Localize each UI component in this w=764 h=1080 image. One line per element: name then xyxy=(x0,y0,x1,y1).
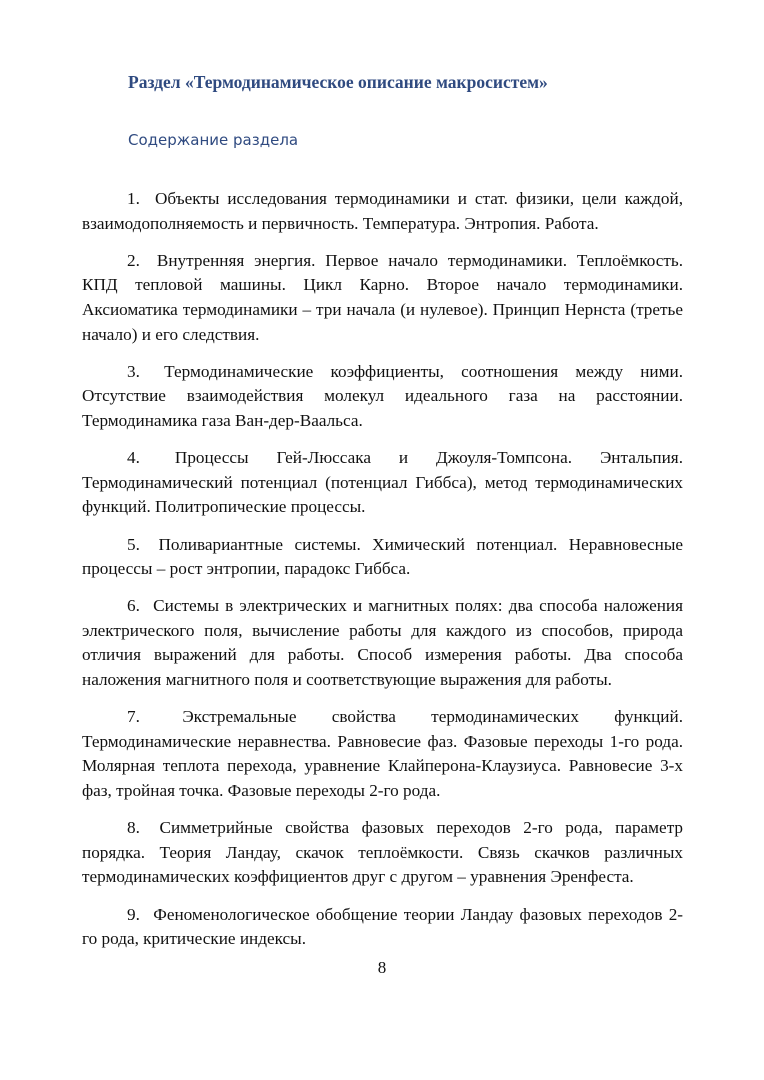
item-text: Феноменологическое обобщение теории Ландау фазовых переходов 2-го рода, критические индексы. xyxy=(82,904,684,949)
item-number: 4. xyxy=(127,448,140,468)
item-number: 9. xyxy=(127,904,140,924)
item-text: Термодинамические коэффициенты, соотношения между ними. Отсутствие взаимодействия молекул идеального газа на расстоянии. Термодинамика газа Ван-дер-Ваальса. xyxy=(82,361,684,430)
section-subtitle: Содержание раздела xyxy=(128,131,299,149)
item-number: 1. xyxy=(127,189,140,208)
item-number: 8. xyxy=(127,818,140,838)
item-number: 5. xyxy=(127,534,140,554)
item-number: 7. xyxy=(127,707,140,727)
list-item xyxy=(82,816,683,890)
item-text: Системы в электрических и магнитных полях: два способа наложения электрического поля, вычисление работы для каждого из способов, природа отличия выражений для работы. Способ измерения работы. Два способа наложения магнитного поля и соответствующие выражения для работы. xyxy=(82,596,684,690)
list-item xyxy=(82,903,683,952)
item-text: Внутренняя энергия. Первое начало термодинамики. Теплоёмкость. КПД тепловой машины. Цикл Карно. Второе начало термодинамики. Аксиоматика термодинамики – три начала (и нулевое). Принцип Нернста (третье начало) и его следствия. xyxy=(82,250,683,344)
item-text: Симметрийные свойства фазовых переходов 2-го рода, параметр порядка. Теория Ландау, скачок теплоёмкости. Связь скачков различных термодинамических коэффициентов друг с другом – уравнения Эренфеста. xyxy=(82,818,684,887)
section-title: Раздел «Термодинамическое описание макросистем» xyxy=(128,72,548,92)
item-text: Экстремальные свойства термодинамических функций. Термодинамические неравнества. Равновесие фаз. Фазовые переходы 1-го рода. Молярная теплота перехода, уравнение Клайперона-Клаузиуса. Равновесие 3-х фаз, тройная точка. Фазовые переходы 2-го рода. xyxy=(82,707,683,801)
item-number: 6. xyxy=(127,596,140,616)
list-item xyxy=(82,594,683,692)
item-text: Процессы Гей-Люссака и Джоуля-Томпсона. Энтальпия. Термодинамический потенциал (потенциал Гиббса), метод термодинамических функций. Политропические процессы. xyxy=(82,448,684,517)
list-item xyxy=(82,360,683,434)
item-number: 3. xyxy=(127,361,140,381)
list-item xyxy=(82,446,683,520)
item-text: Поливариантные системы. Химический потенциал. Неравновесные процессы – рост энтропии, парадокс Гиббса. xyxy=(82,534,683,579)
list-item xyxy=(82,249,683,347)
item-number: 2. xyxy=(127,250,140,270)
contents-list xyxy=(82,187,683,964)
page-number: 8 xyxy=(377,958,387,977)
list-item xyxy=(82,705,683,803)
list-item xyxy=(82,533,683,582)
item-text: Объекты исследования термодинамики и стат. физики, цели каждой, взаимодополняемость и первичность. Температура. Энтропия. Работа. xyxy=(82,189,683,233)
list-item xyxy=(82,187,683,236)
